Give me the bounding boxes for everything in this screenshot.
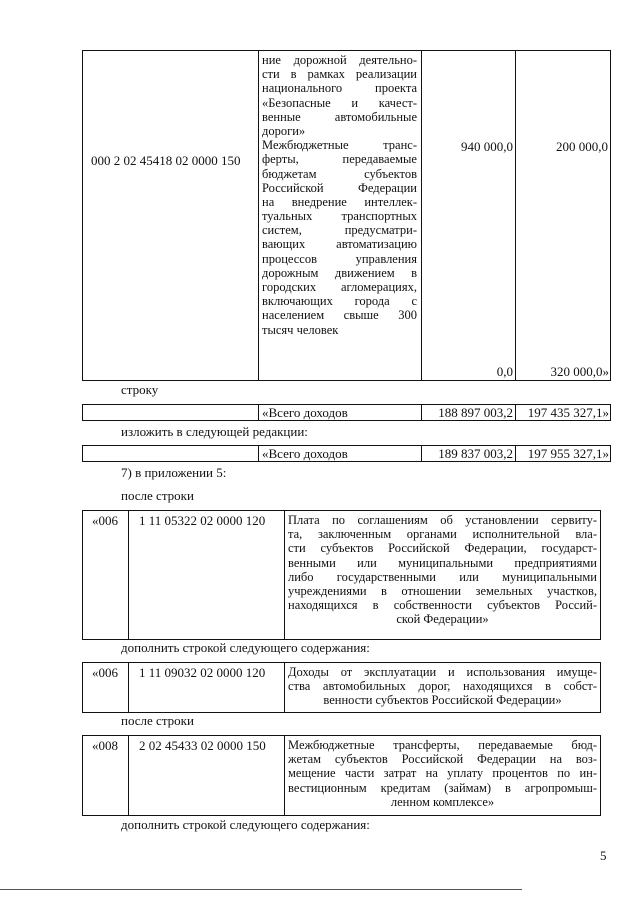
total-label: «Всего доходов [262, 405, 348, 420]
instruction-text: изложить в следующей редакции: [121, 424, 308, 439]
table-divider [421, 50, 422, 381]
budget-code: 2 02 45433 02 0000 150 [139, 738, 266, 753]
table-divider [515, 50, 516, 381]
table-divider [284, 662, 285, 713]
total-year2: 197 955 327,1» [527, 446, 609, 461]
instruction-text: после строки [121, 713, 194, 728]
table-divider [258, 404, 259, 421]
admin-code: «008 [92, 738, 118, 753]
admin-code: «006 [92, 513, 118, 528]
income-name-text: Доходы от эксплуатации и использования имуще- ства автомобильных дорог, находящихся в собст- венности субъектов Российской Федерации» [288, 665, 597, 708]
scan-edge-line [0, 889, 522, 890]
budget-code: 1 11 09032 02 0000 120 [139, 665, 266, 680]
page-number: 5 [600, 848, 607, 863]
table-divider [284, 510, 285, 640]
admin-code: «006 [92, 665, 118, 680]
income-name-text: ние дорожной деятельно- сти в рамках реализации национального проекта «Безопасные и качест- венные автомобильные дороги» Межбюджетные транс- ферты, передаваемые бюджетам субъектов Российской Федерации на внедрение интеллек- туальных транспортных систем, предусматри- вающих автоматизацию процессов управления дорожным движением в городских агломерациях, включающих города с населением свыше 300 тысяч человек [262, 53, 417, 337]
instruction-text: строку [121, 382, 159, 397]
instruction-text: дополнить строкой следующего содержания: [121, 817, 370, 832]
total-year2: 197 435 327,1» [527, 405, 609, 420]
income-name-text: Плата по соглашениям об установлении сервиту- та, заключенным органами исполнительной вла- сти субъектов Российской Федерации, государст- венными или муниципальными предприятиями либо государственными или муниципальными учреждениями в отношении земельных участков, находящихся в собственности субъектов Россий- ской Федерации» [288, 513, 597, 627]
amount-year1: 0,0 [496, 364, 513, 379]
total-year1: 188 897 003,2 [438, 405, 513, 420]
table-divider [258, 50, 259, 381]
amount-year2: 320 000,0» [550, 364, 609, 379]
table-divider [128, 662, 129, 713]
total-year1: 189 837 003,2 [438, 446, 513, 461]
budget-code: 1 11 05322 02 0000 120 [139, 513, 266, 528]
total-label: «Всего доходов [262, 446, 348, 461]
instruction-text: дополнить строкой следующего содержания: [121, 640, 370, 655]
amount-year1: 940 000,0 [461, 139, 513, 154]
table-divider [258, 445, 259, 462]
income-name-text: Межбюджетные трансферты, передаваемые бюд- жетам субъектов Российской Федерации на воз- мещение части затрат на уплату процентов по ин- вестиционным кредитам (займам) в агропромыш- ленном комплексе» [288, 738, 597, 809]
budget-code: 000 2 02 45418 02 0000 150 [91, 153, 241, 168]
table-divider [128, 735, 129, 816]
section-item: 7) в приложении 5: [121, 465, 227, 480]
amount-year2: 200 000,0 [556, 139, 608, 154]
instruction-text: после строки [121, 488, 194, 503]
table-divider [284, 735, 285, 816]
table-divider [128, 510, 129, 640]
